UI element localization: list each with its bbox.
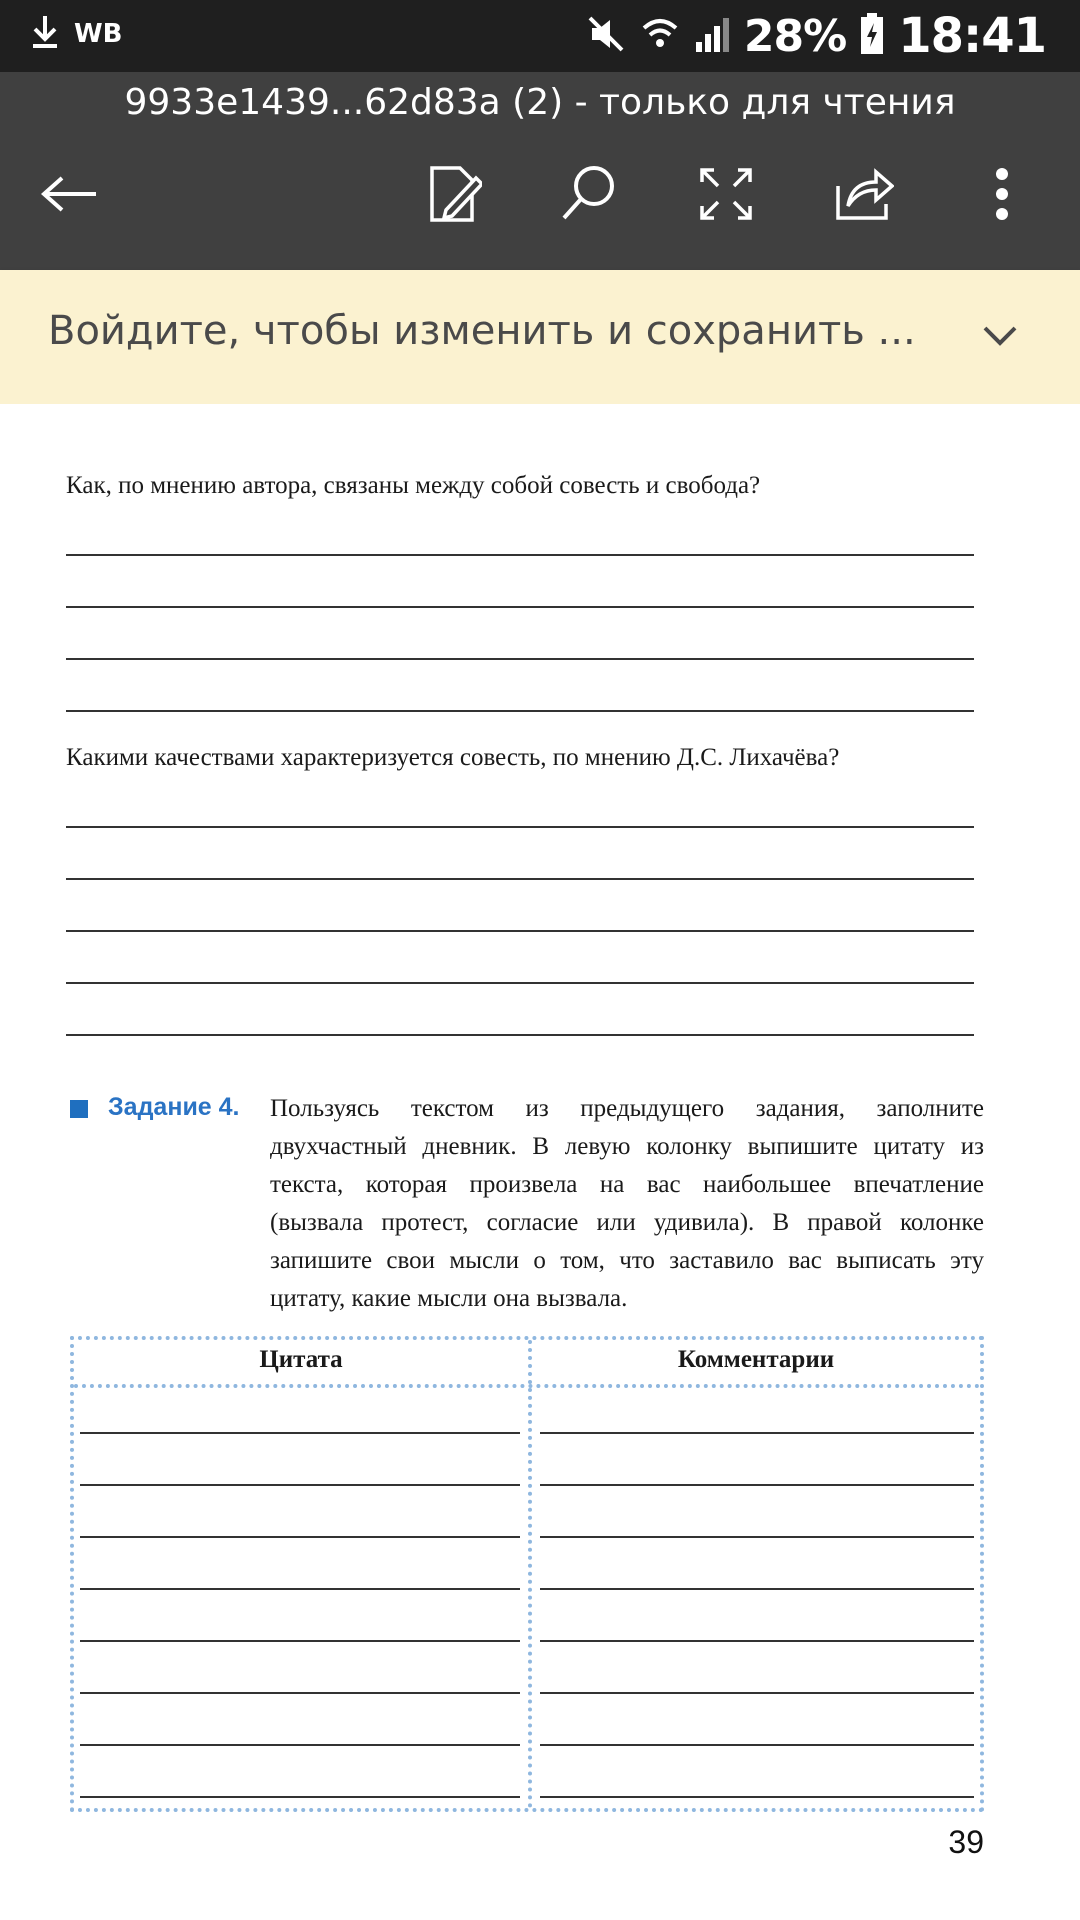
mute-icon [586, 14, 626, 58]
table-writing-line [540, 1744, 974, 1746]
table-writing-line [80, 1692, 520, 1694]
fullscreen-button[interactable] [690, 160, 762, 232]
banner-expand-button[interactable] [972, 310, 1028, 366]
column-header-comments: Комментарии [677, 1346, 835, 1373]
back-button[interactable] [34, 160, 106, 232]
table-writing-line [80, 1588, 520, 1590]
banner-text: Войдите, чтобы изменить и сохранить ... [48, 308, 916, 354]
task-label: Задание 4. [108, 1093, 240, 1121]
share-icon [834, 166, 894, 226]
signal-icon [694, 14, 730, 58]
table-writing-line [540, 1432, 974, 1434]
header-separator [74, 1384, 980, 1388]
table-writing-line [540, 1484, 974, 1486]
answer-line [66, 878, 974, 880]
task-square-marker [70, 1100, 88, 1118]
battery-charging-icon [860, 13, 884, 59]
status-bar [0, 0, 1080, 72]
table-writing-line [80, 1432, 520, 1434]
back-arrow-icon [40, 174, 100, 218]
battery-percent: 28% [743, 10, 847, 62]
answer-line [66, 1034, 974, 1036]
carrier-label: WB [74, 19, 123, 49]
table-writing-line [80, 1640, 520, 1642]
document-title: 9933e1439...62d83a (2) - только для чтения [124, 82, 956, 123]
sign-in-banner[interactable] [0, 270, 1080, 404]
table-writing-line [80, 1744, 520, 1746]
table-writing-line [80, 1536, 520, 1538]
share-button[interactable] [828, 160, 900, 232]
download-icon [30, 14, 60, 54]
answer-line [66, 606, 974, 608]
clock: 18:41 [898, 8, 1046, 64]
more-options-button[interactable] [966, 160, 1038, 232]
answer-line [66, 658, 974, 660]
document-page[interactable] [0, 404, 1080, 1920]
table-writing-line [540, 1536, 974, 1538]
question-1: Как, по мнению автора, связаны между собой совесть и свобода? [66, 472, 761, 499]
answer-line [66, 826, 974, 828]
answer-line [66, 554, 974, 556]
edit-button[interactable] [418, 160, 490, 232]
table-writing-line [540, 1796, 974, 1798]
task-text: Пользуясь текстом из предыдущего задания, заполните двухчастный дневник. В левую колонку выпишите цитату из текста, которая произвела на вас наибольшее впечатление (вызвала протест, согласие или удивила). В правой колонке запишите свои мысли о том, что заставило вас выписать эту цитату, какие мысли она вызвала. [270, 1095, 984, 1312]
search-button[interactable] [552, 160, 624, 232]
page-number: 39 [948, 1824, 984, 1860]
double-entry-diary-table [70, 1336, 984, 1812]
table-writing-line [80, 1796, 520, 1798]
column-header-quote: Цитата [259, 1346, 343, 1373]
search-icon [558, 164, 618, 228]
column-divider [528, 1340, 532, 1808]
answer-line [66, 982, 974, 984]
table-writing-line [80, 1484, 520, 1486]
more-vert-icon [994, 166, 1010, 226]
table-writing-line [540, 1692, 974, 1694]
answer-line [66, 710, 974, 712]
table-writing-line [540, 1588, 974, 1590]
table-writing-line [540, 1640, 974, 1642]
fullscreen-icon [698, 166, 754, 226]
edit-icon [426, 164, 482, 228]
chevron-down-icon [982, 325, 1018, 351]
app-bar [0, 72, 1080, 270]
question-2: Какими качествами характеризуется совесть, по мнению Д.С. Лихачёва? [66, 744, 840, 771]
answer-line [66, 930, 974, 932]
wifi-icon [640, 14, 680, 58]
